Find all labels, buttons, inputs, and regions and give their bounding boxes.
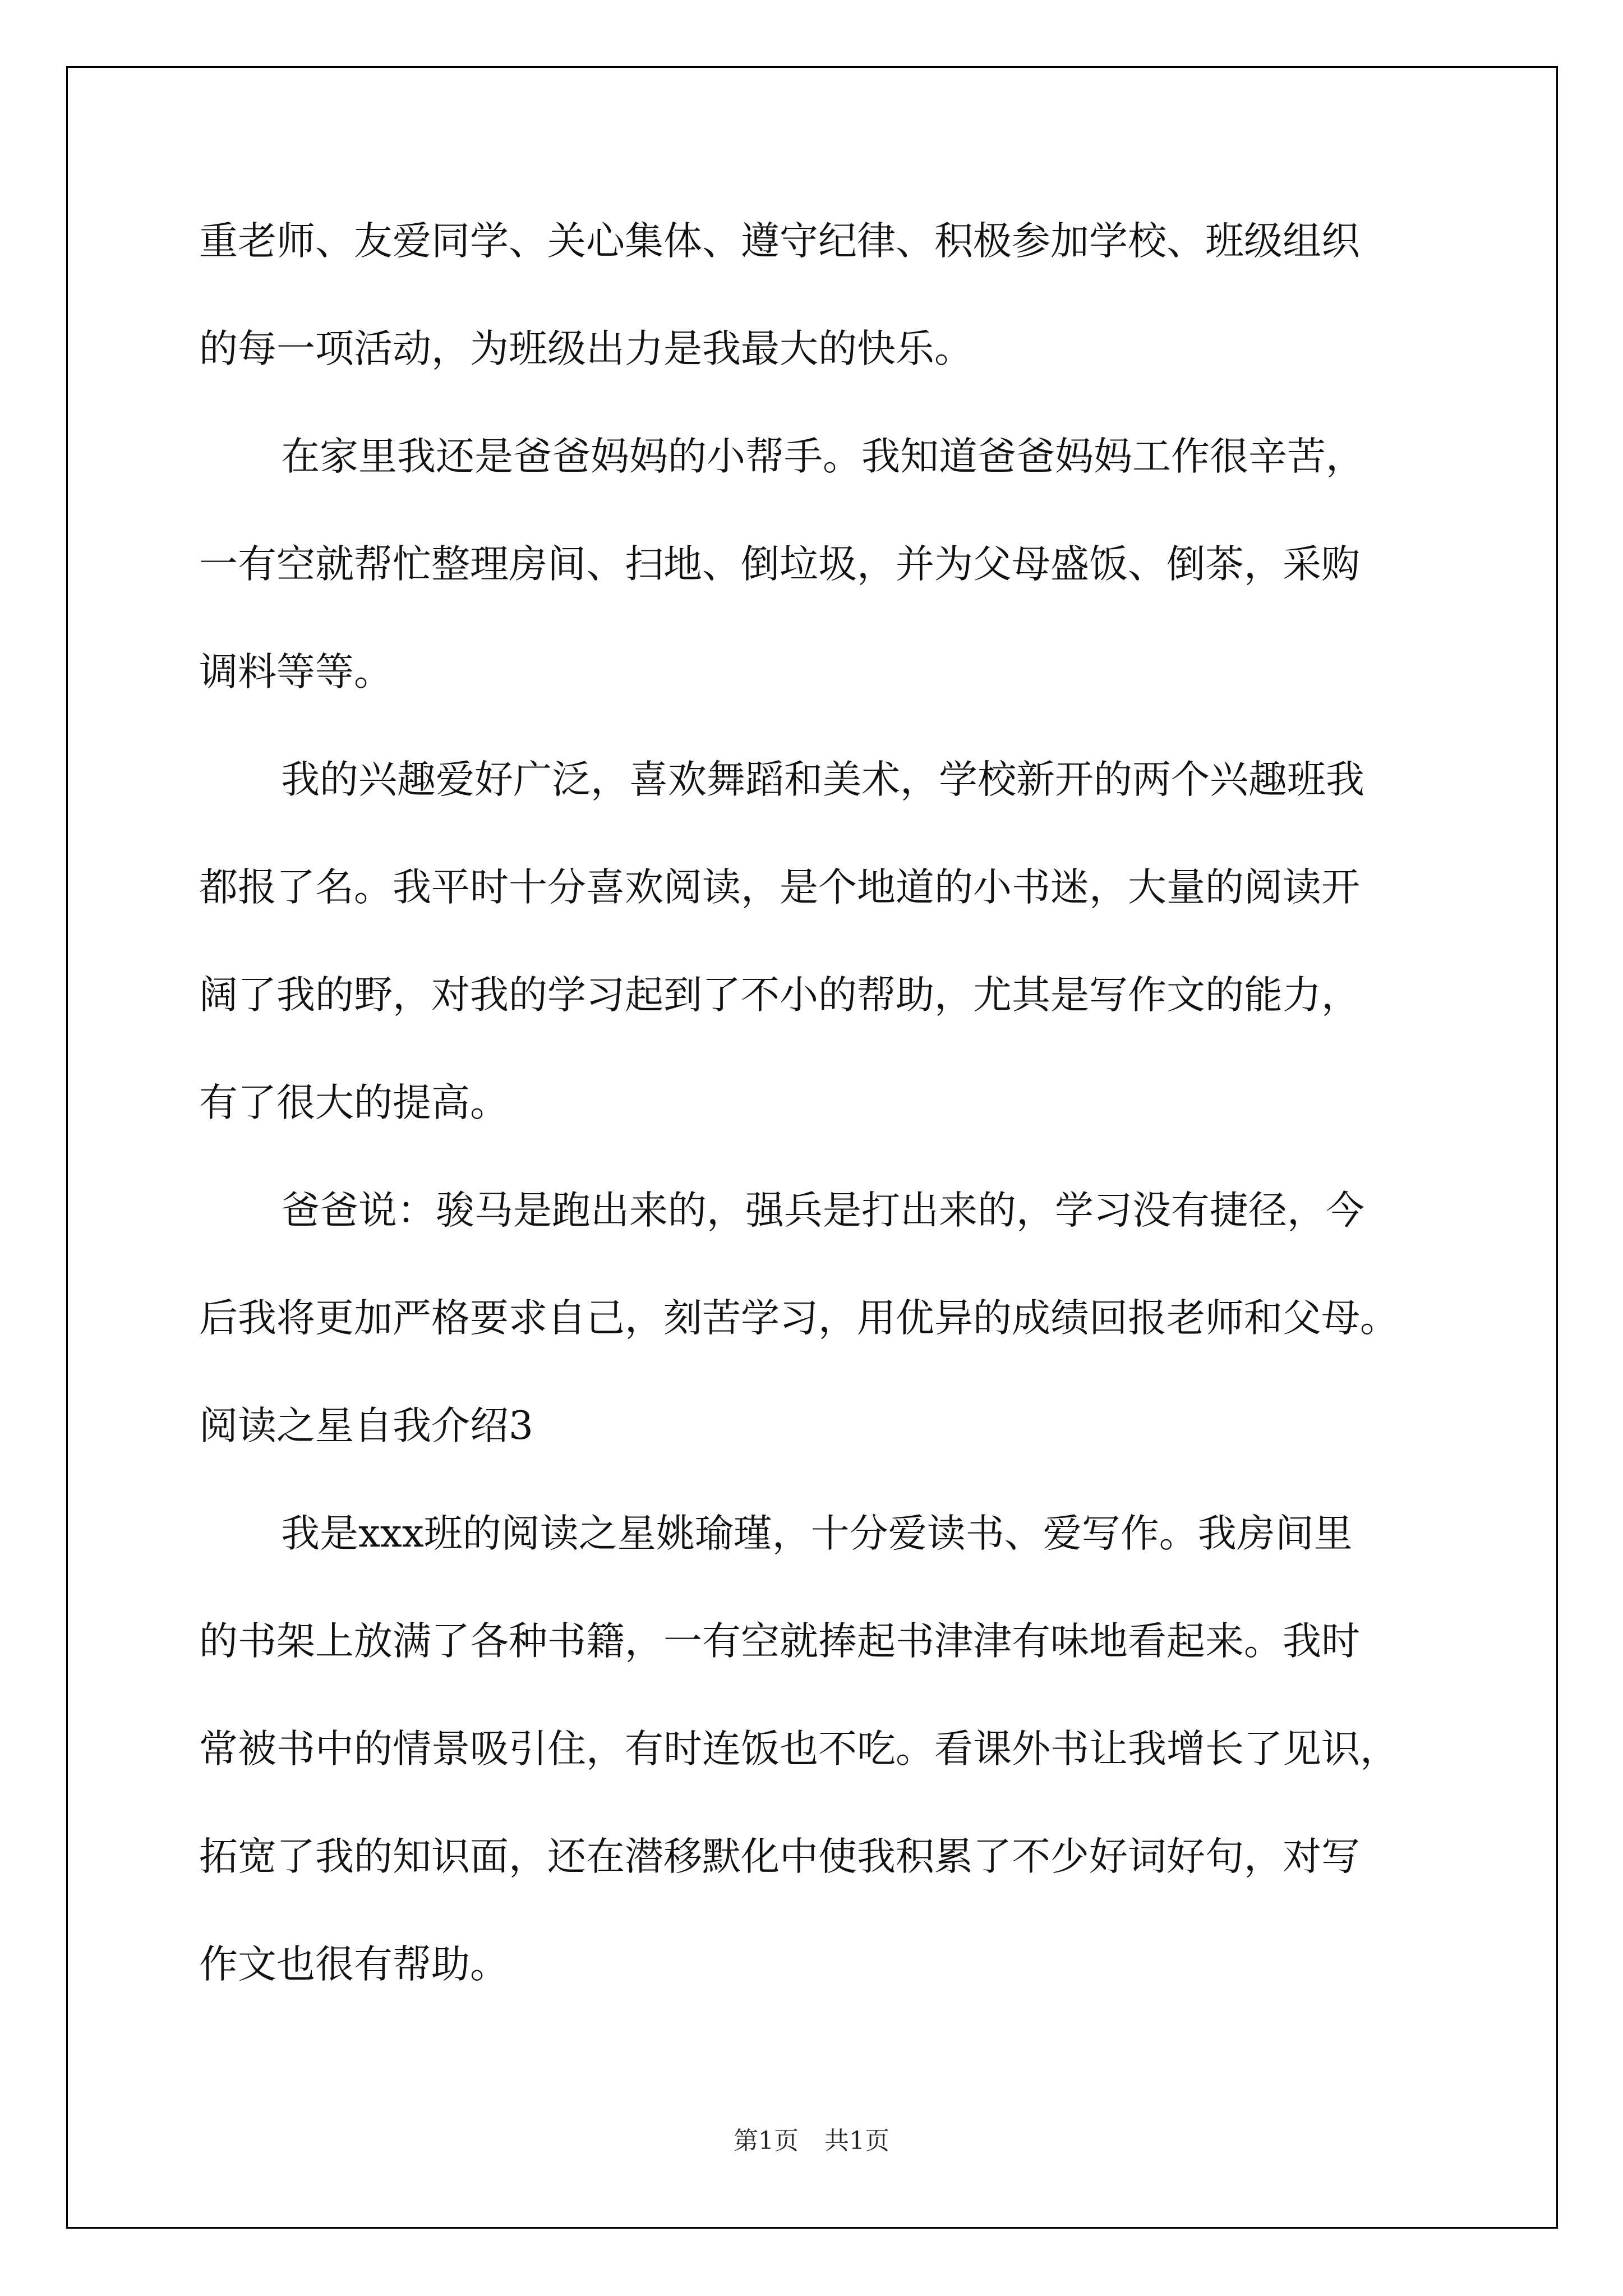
page-border	[66, 66, 1558, 2229]
text-line: 的每一项活动，为班级出力是我最大的快乐。	[199, 326, 973, 371]
text-line: 我的兴趣爱好广泛，喜欢舞蹈和美术，学校新开的两个兴趣班我	[281, 757, 1364, 802]
text-line: 调料等等。	[199, 650, 393, 694]
text-line: 都报了名。我平时十分喜欢阅读，是个地道的小书迷，大量的阅读开	[199, 865, 1360, 910]
text-line: 后我将更加严格要求自己，刻苦学习，用优异的成绩回报老师和父母。	[199, 1296, 1399, 1341]
text-line: 有了很大的提高。	[199, 1080, 509, 1125]
section-heading: 阅读之星自我介绍3	[199, 1404, 533, 1448]
text-line: 拓宽了我的知识面，还在潜移默化中使我积累了不少好词好句，对写	[199, 1834, 1360, 1879]
page-footer	[0, 2120, 1623, 2156]
text-line: 爸爸说：骏马是跑出来的，强兵是打出来的，学习没有捷径，今	[281, 1188, 1364, 1233]
text-line: 在家里我还是爸爸妈妈的小帮手。我知道爸爸妈妈工作很辛苦，	[281, 434, 1364, 479]
text-line: 的书架上放满了各种书籍，一有空就捧起书津津有味地看起来。我时	[199, 1619, 1360, 1664]
text-line: 一有空就帮忙整理房间、扫地、倒垃圾，并为父母盛饭、倒茶，采购	[199, 542, 1360, 587]
text-line: 我是xxx班的阅读之星姚瑜瑾，十分爱读书、爱写作。我房间里	[281, 1511, 1353, 1556]
text-line: 重老师、友爱同学、关心集体、遵守纪律、积极参加学校、班级组织	[199, 219, 1360, 264]
page-total: 共1页	[824, 2127, 889, 2155]
page-number: 第1页	[734, 2127, 799, 2155]
text-line: 阔了我的野，对我的学习起到了不小的帮助，尤其是写作文的能力，	[199, 973, 1360, 1018]
text-line: 作文也很有帮助。	[199, 1942, 509, 1987]
text-line: 常被书中的情景吸引住，有时连饭也不吃。看课外书让我增长了见识，	[199, 1727, 1399, 1772]
